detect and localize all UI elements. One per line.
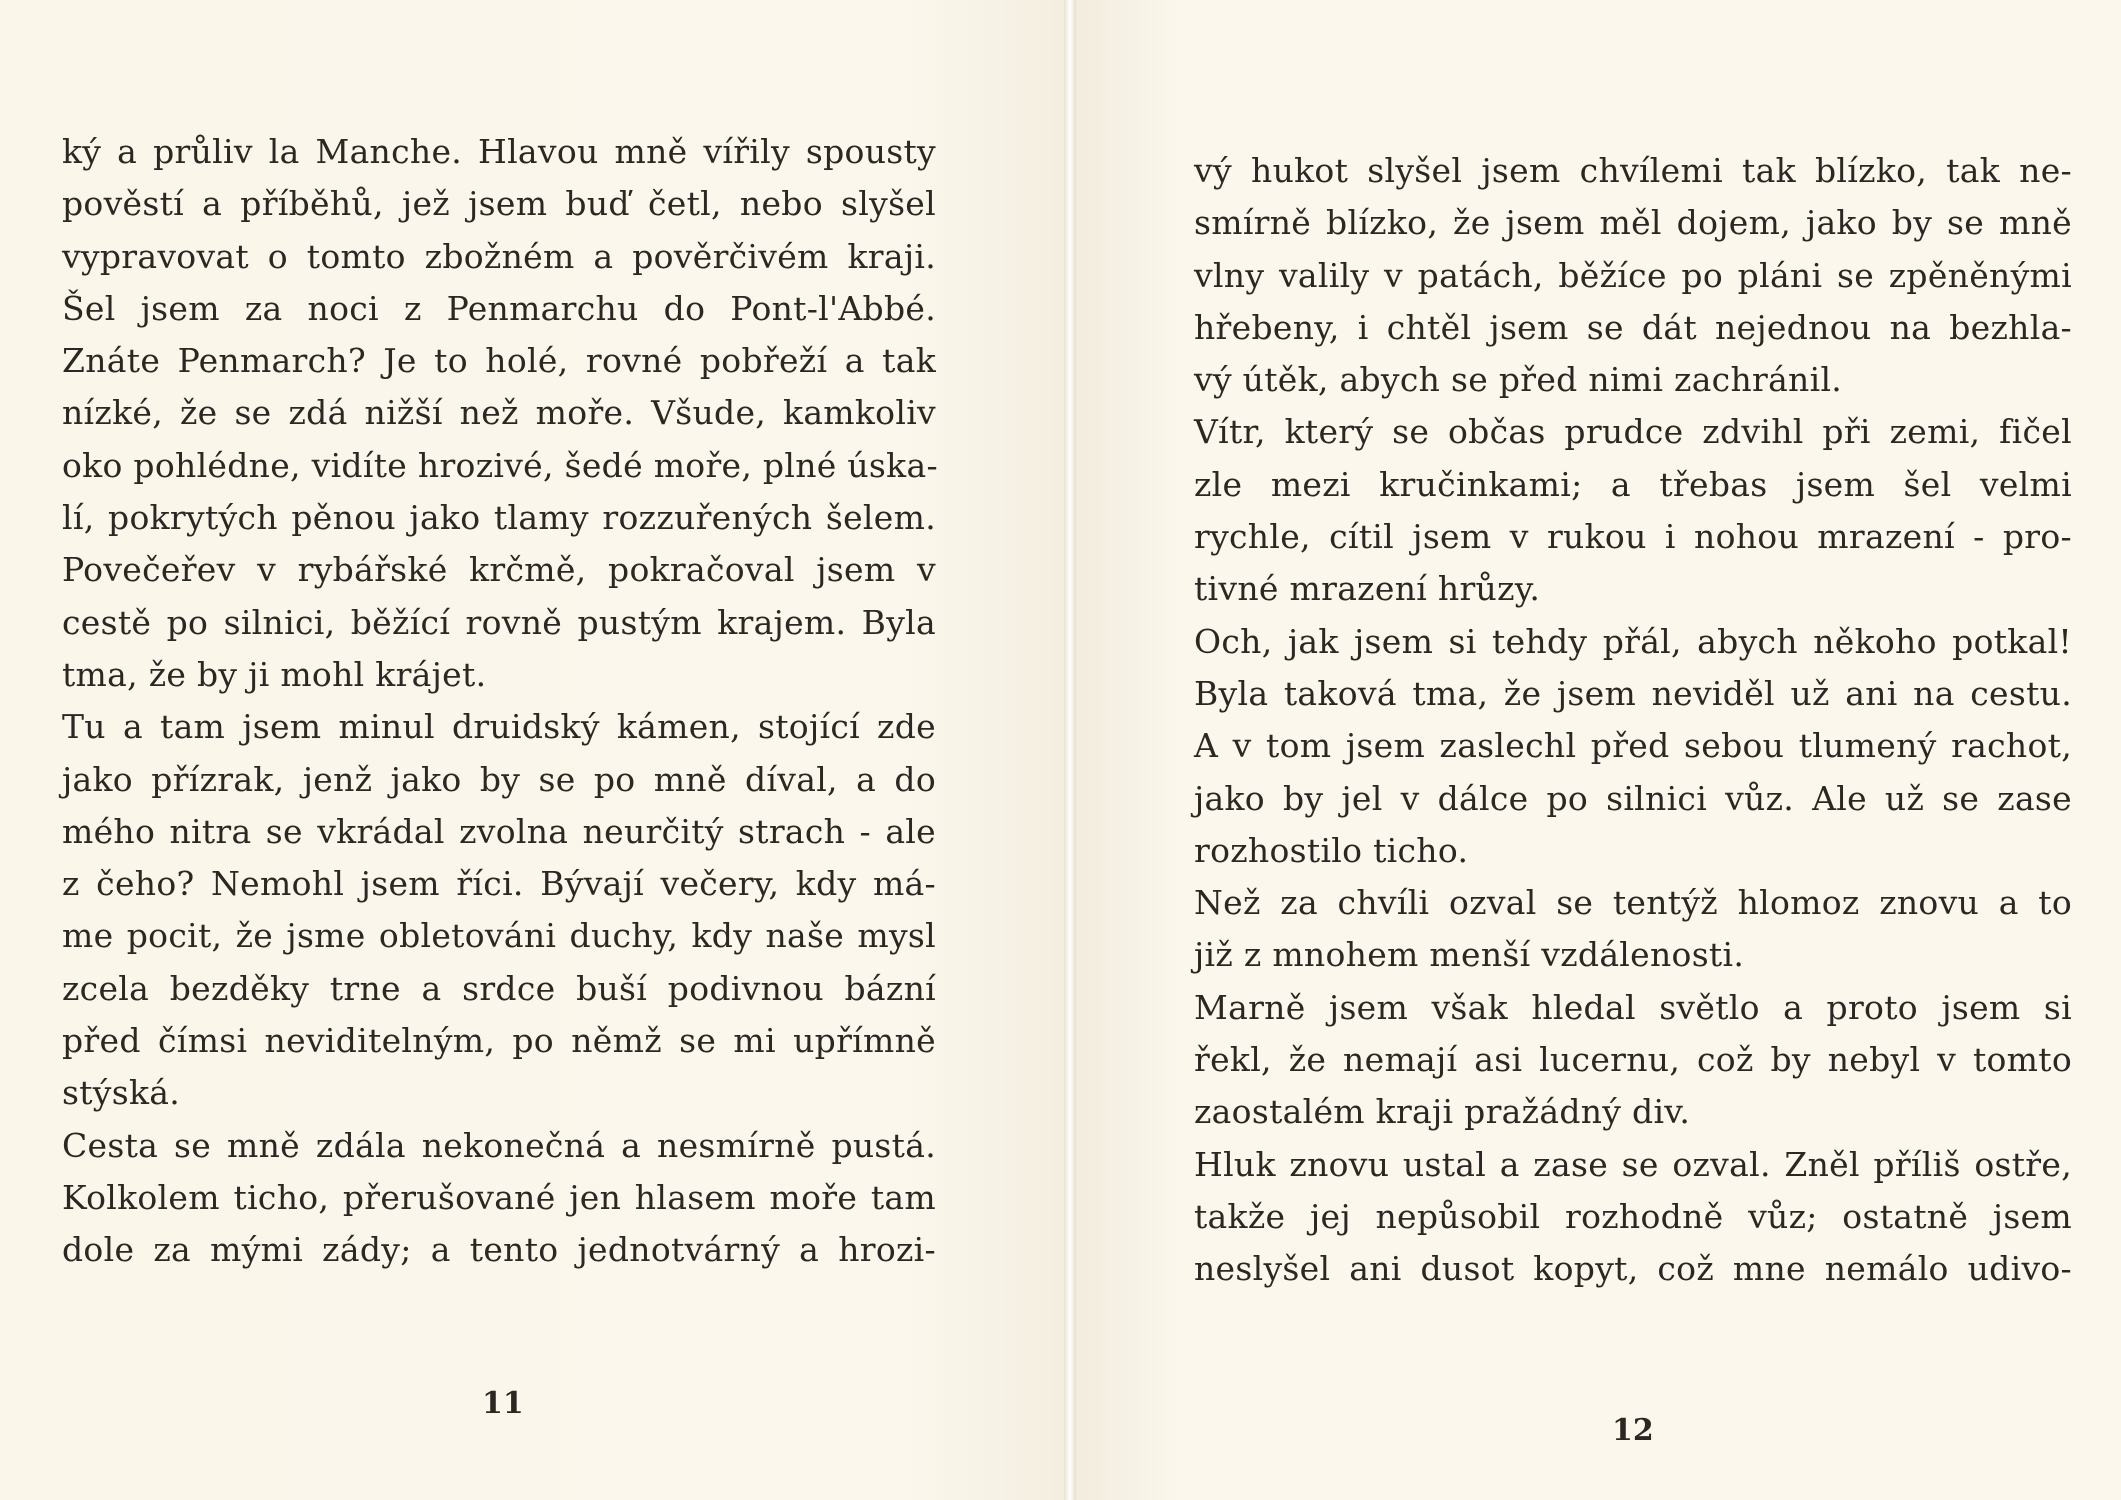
text-line: hřebeny, i chtěl jsem se dát nejednou na bezhla-: [1194, 307, 2072, 347]
text-line: zcela bezděky trne a srdce buší podivnou bázní: [62, 968, 936, 1008]
text-line: neslyšel ani dusot kopyt, což mne nemálo udivo-: [1194, 1249, 2072, 1289]
text-line: jako by jel v dálce po silnici vůz. Ale už se zase: [1194, 778, 2072, 818]
right-page: [1076, 0, 2121, 1500]
book-gutter: [1064, 0, 1076, 1500]
text-line: A v tom jsem zaslechl před sebou tlumený rachot,: [1194, 726, 2072, 766]
text-line: rychle, cítil jsem v rukou i nohou mrazení - pro-: [1194, 517, 2072, 557]
text-line: cestě po silnici, běžící rovně pustým krajem. Byla: [62, 602, 936, 642]
text-line: Kolkolem ticho, přerušované jen hlasem moře tam: [62, 1177, 936, 1217]
text-line: již z mnohem menší vzdálenosti.: [1194, 935, 1745, 975]
text-line: Hluk znovu ustal a zase se ozval. Zněl příliš ostře,: [1194, 1144, 2072, 1184]
left-page-text: [62, 126, 936, 1277]
text-line: mého nitra se vkrádal zvolna neurčitý strach - ale: [62, 811, 936, 851]
page-number: 12: [1612, 1413, 1654, 1448]
text-line: Než za chvíli ozval se tentýž hlomoz znovu a to: [1194, 883, 2072, 923]
text-line: před čímsi neviditelným, po němž se mi upřímně: [62, 1021, 936, 1061]
text-line: vypravovat o tomto zbožném a pověrčivém kraji.: [62, 236, 936, 276]
text-line: smírně blízko, že jsem měl dojem, jako by se mně: [1194, 203, 2072, 243]
text-line: Och, jak jsem si tehdy přál, abych někoho potkal!: [1194, 621, 2072, 661]
text-line: Marně jsem však hledal světlo a proto jsem si: [1194, 987, 2072, 1027]
text-line: vlny valily v patách, běžíce po pláni se zpěněnými: [1194, 255, 2072, 295]
text-line: Znáte Penmarch? Je to holé, rovné pobřeží a tak: [62, 341, 936, 381]
text-line: dole za mými zády; a tento jednotvárný a hrozi-: [62, 1230, 936, 1270]
text-line: zaostalém kraji pražádný div.: [1194, 1092, 1691, 1132]
text-line: vý útěk, abych se před nimi zachránil.: [1194, 360, 1843, 400]
right-page-text: [1194, 145, 2072, 1296]
page-number: 11: [482, 1386, 524, 1421]
text-line: tivné mrazení hrůzy.: [1194, 569, 1541, 609]
text-line: vý hukot slyšel jsem chvílemi tak blízko, tak ne-: [1194, 151, 2072, 190]
text-line: Šel jsem za noci z Penmarchu do Pont-l'Abbé.: [62, 288, 936, 328]
text-line: pověstí a příběhů, jež jsem buď četl, nebo slyšel: [62, 184, 936, 224]
text-line: lí, pokrytých pěnou jako tlamy rozzuřených šelem.: [62, 498, 936, 538]
text-line: ký a průliv la Manche. Hlavou mně vířily spousty: [62, 132, 936, 171]
text-line: me pocit, že jsme obletováni duchy, kdy naše mysl: [62, 916, 936, 956]
text-line: rozhostilo ticho.: [1194, 830, 1469, 870]
text-line: z čeho? Nemohl jsem říci. Bývají večery, kdy má-: [62, 864, 936, 904]
text-line: jako přízrak, jenž jako by se po mně díval, a do: [62, 759, 936, 799]
text-line: takže jej nepůsobil rozhodně vůz; ostatně jsem: [1194, 1196, 2072, 1236]
text-line: řekl, že nemají asi lucernu, což by nebyl v tomto: [1194, 1040, 2072, 1080]
text-line: Byla taková tma, že jsem neviděl už ani na cestu.: [1194, 673, 2072, 713]
text-line: Povečeřev v rybářské krčmě, pokračoval jsem v: [62, 550, 936, 590]
text-line: Tu a tam jsem minul druidský kámen, stojící zde: [62, 707, 936, 747]
text-line: oko pohlédne, vidíte hrozivé, šedé moře, plné úska-: [62, 445, 938, 485]
text-line: tma, že by ji mohl krájet.: [62, 654, 487, 694]
text-line: Vítr, který se občas prudce zdvihl při zemi, fičel: [1194, 412, 2072, 452]
text-line: nízké, že se zdá nižší než moře. Všude, kamkoliv: [62, 393, 936, 433]
text-line: zle mezi kručinkami; a třebas jsem šel velmi: [1194, 464, 2072, 504]
text-line: Cesta se mně zdála nekonečná a nesmírně pustá.: [62, 1125, 936, 1165]
text-line: stýská.: [62, 1073, 181, 1113]
